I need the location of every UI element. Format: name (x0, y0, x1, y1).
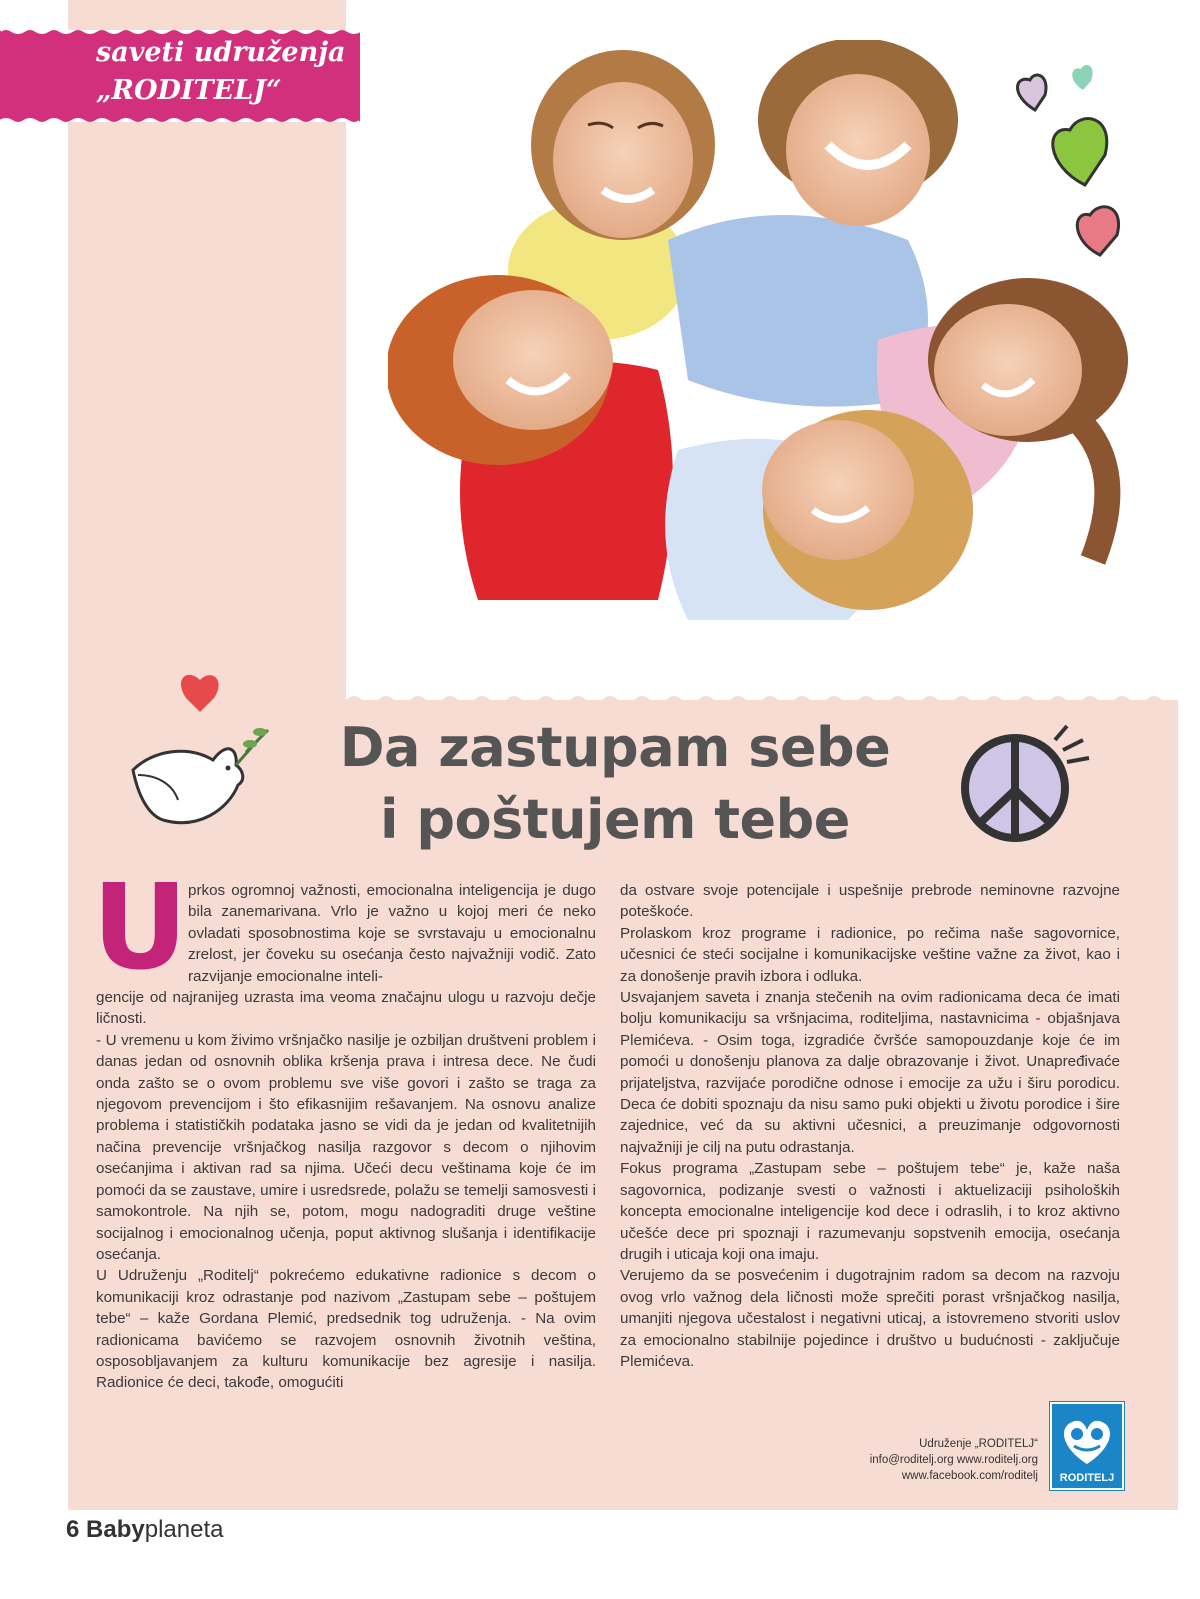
section-label-line2: „RODITELJ“ (96, 75, 282, 106)
paragraph-7: Fokus programa „Zastupam sebe – poštujem tebe“ je, kaže naša sagovornica, podizanje svesti o važnosti i aktuelizaciji psiholoških koncepta emocionalne inteligencije kod dece i odraslih, i to kroz aktivno učešće dece pri spoznaji i razumevanju sopstvenih emocija, osećanja drugih i uticaja koji ona imaju. (620, 1160, 1120, 1263)
section-label (96, 34, 345, 110)
logo-heart-icon (1052, 1408, 1122, 1470)
article-column-right (620, 880, 1120, 1372)
article-column-left (96, 880, 596, 1394)
paragraph-intro-continued: gencije od najranijeg uzrasta ima veoma značajnu ulogu u razvoju dečje ličnosti. (96, 989, 596, 1028)
paragraph-2: - U vremenu u kom živimo vršnjačko nasilje je ozbiljan društveni problem i danas jedan od osnovnih oblika kršenja prava i intresa dece. Ne čudi onda zašto se o ovom problemu sve više govori i zašto se traga za njegovom prevencijom i što efikasnijim rešavanjem. Na osnovu analize problema i statističkih podataka jasno se vidi da je jedan od kvalitetnijih načina prevencije vršnjačkog nasilja razgovor s decom o njihovim osećanjima i aktivan rad sa njima. Učeći decu veštinama koje će im pomoći da se zaustave, umire i usredsrede, polažu se temelji samosvesti i samokontrole. Na njih se, potom, mogu nadograditi druge veštine socijalnog i emocionalnog učenja, poput aktivnog slušanja i identifikacije osećanja. (96, 1031, 596, 1263)
roditelj-logo (1050, 1402, 1124, 1490)
dove-icon (118, 670, 288, 840)
page-number: 6 (66, 1516, 80, 1543)
contact-links: info@roditelj.org www.roditelj.org (869, 1454, 1038, 1466)
paragraph-intro: prkos ogromnoj važnosti, emocionalna inteligencija je dugo bila zanemarivana. Vrlo je važno u kojoj meri će neko ovladati sposobnostima koje se svrstavaju u emocionalnu zrelost, jer čoveku su osećanja često najvažniji vodič. Zato razvijanje emocionalne inteli- (188, 882, 596, 985)
paragraph-3: U Udruženju „Roditelj“ pokrećemo edukativne radionice s decom o komunikaciji kroz odrastanje pod nazivom „Zastupam sebe – poštujem tebe“ – kaže Gordana Plemić, predsednik tog udruženja. - Na ovim radionicama bavićemo se razvojem osnovnih životnih veština, osposobljavanjem za kulturu komunikacije bez agresije i nasilja. Radionice će deci, takođe, omogućiti (96, 1267, 596, 1392)
contact-info (800, 1436, 1038, 1484)
title-line2: i poštujem tebe (380, 788, 850, 851)
paragraph-5: Prolaskom kroz programe i radionice, po rečima naše sagovornice, učesnici će steći socijalne i komunikacijske veštine važne za život, kao i za donošenje pravih izbora i odluka. (620, 924, 1120, 985)
article-title (300, 712, 930, 856)
paragraph-4: da ostvare svoje potencijale i uspešnije prebrode neminovne razvojne poteškoće. (620, 882, 1120, 921)
contact-facebook: www.facebook.com/roditelj (901, 1470, 1038, 1482)
page-footer (66, 1516, 223, 1544)
wavy-edge (346, 688, 1178, 712)
logo-label: RODITELJ (1059, 1472, 1115, 1484)
title-line1: Da zastupam sebe (339, 716, 891, 779)
paragraph-8: Verujemo da se posvećenim i dugotrajnim radom sa decom na razvoju ovog vrlo važnog dela ličnosti može sprečiti porast vršnjačkog nasilja, umanjiti njegova učestalost i negativni uticaj, a istovremeno stvoriti uslov za emocionalno stabilnije pojedince i društvo u budućnosti - zaključuje Plemićeva. (620, 1267, 1120, 1370)
brand-light: planeta (144, 1516, 224, 1543)
peace-sign-icon (955, 718, 1095, 848)
paragraph-6: Usvajanjem saveta i znanja stečenih na ovim radionicama deca će imati bolju komunikaciju sa vršnjacima, roditeljima, nastavnicima - objašnjava Plemićeva. - Osim toga, izgradiće čvršće samopouzdanje koje će im pomoći u donošenju planova za dalje obrazovanje i život. Unapređivaće prijateljstva, razvijaće porodične odnose i emocije za užu i širu porodicu. Deca će dobiti spoznaju da nisu samo puki objekti u životu porodice i šire zajednice, već da su aktivni učesnici, a preuzimanje odgovornosti najvažniji je cilj na putu odrastanja. (620, 989, 1120, 1156)
section-label-line1: saveti udruženja (96, 37, 346, 68)
drop-cap: U (92, 858, 188, 996)
hearts-doodle-icon (1005, 55, 1135, 265)
contact-org: Udruženje „RODITELJ“ (919, 1438, 1038, 1450)
brand-bold: Baby (86, 1516, 145, 1543)
